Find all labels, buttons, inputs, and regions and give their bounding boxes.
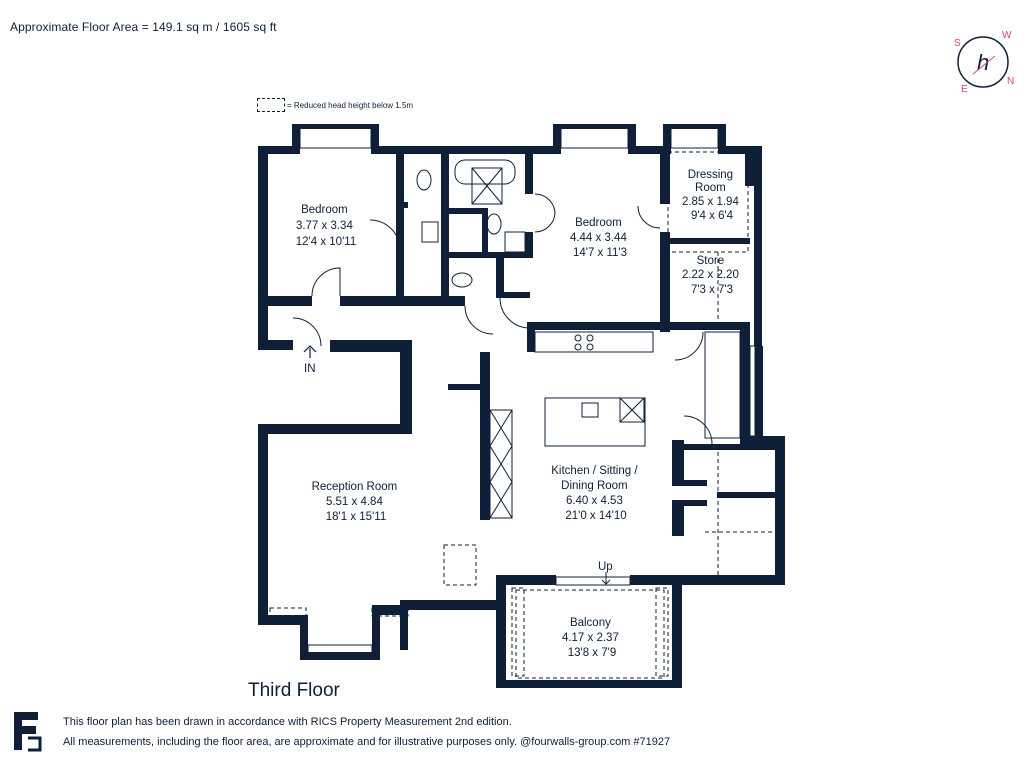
bedroom-2-label: Bedroom 4.44 x 3.44 14'7 x 11'3 [569, 217, 628, 259]
stairs-arrow-icon [602, 572, 610, 584]
footer-line-1: This floor plan has been drawn in accordance with RICS Property Measurement 2nd edition. [63, 716, 512, 728]
kitchen-label: Kitchen / Sitting / Dining Room 6.40 x 4.53 21'0 x 14'10 [551, 465, 638, 522]
bedroom-1-label: Bedroom 3.77 x 3.34 12'4 x 10'11 [295, 204, 357, 248]
store-label: Store 2.22 x 2.20 7'3 x 7'3 [681, 255, 739, 296]
compass-e: E [961, 84, 968, 95]
entrance-label: IN [304, 363, 316, 375]
compass-w: W [1002, 30, 1012, 41]
balcony-label: Balcony 4.17 x 2.37 13'8 x 7'9 [561, 617, 619, 659]
reception-room-label: Reception Room 5.51 x 4.84 18'1 x 15'11 [311, 481, 398, 523]
compass-s: S [954, 38, 961, 49]
compass-n: N [1007, 76, 1015, 87]
floor-area-text: Approximate Floor Area = 149.1 sq m / 1605 sq ft [10, 20, 277, 34]
legend-label: = Reduced head height below 1.5m [287, 100, 414, 110]
dressing-room-label: Dressing Room 2.85 x 1.94 9'4 x 6'4 [681, 169, 739, 222]
footer-line-2: All measurements, including the floor area, are approximate and for illustrative purposes only. @fourwalls-group.com #71927 [63, 736, 671, 748]
stairs-label: Up [598, 561, 613, 573]
fourwalls-logo-icon [10, 708, 44, 754]
entrance-arrow-icon [304, 346, 316, 358]
floor-title: Third Floor [248, 680, 340, 701]
compass-logo-letter: h [977, 50, 990, 75]
